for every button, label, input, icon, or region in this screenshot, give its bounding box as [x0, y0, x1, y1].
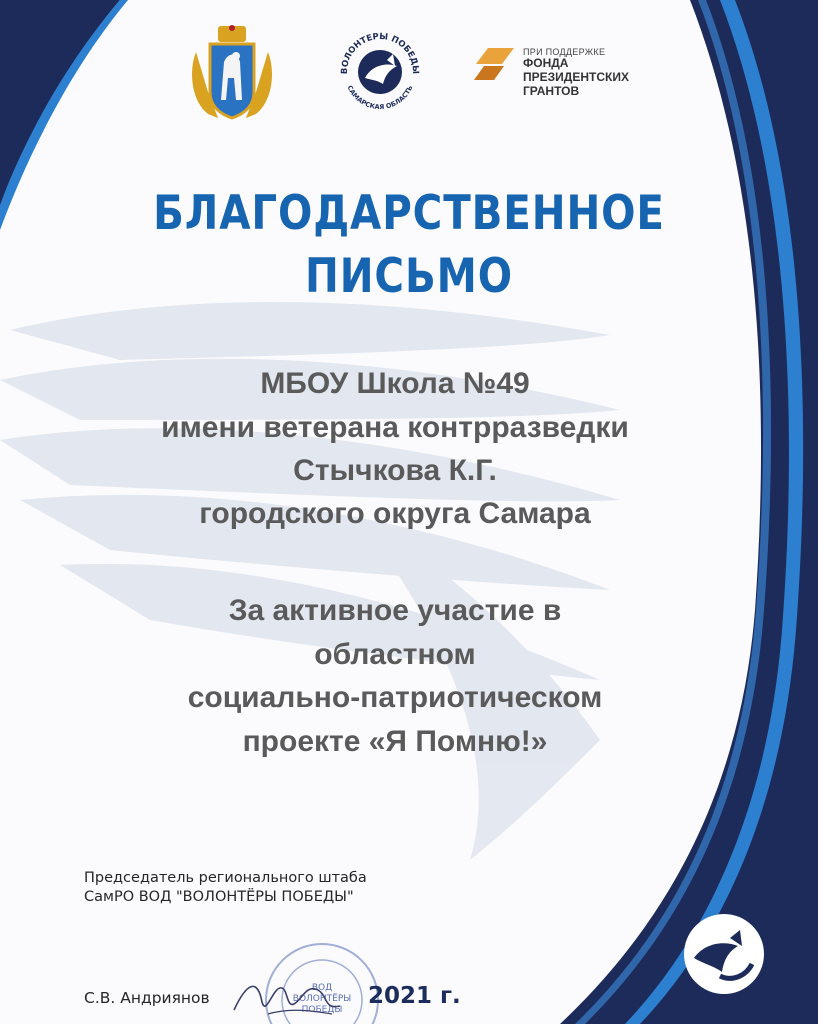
coat-of-arms-icon — [188, 22, 276, 122]
grant-line-3: ПРЕЗИДЕНТСКИХ — [523, 69, 629, 84]
reason-line-4: проекте «Я Помню!» — [242, 725, 548, 758]
signatory-position-line-1: Председатель регионального штаба — [84, 870, 367, 886]
stamp-center-line-2: ВОЛОНТЁРЫ — [292, 994, 352, 1004]
recipient-line-2: имени ветерана контрразведки — [161, 411, 629, 444]
grant-line-1: ПРИ ПОДДЕРЖКЕ — [523, 47, 606, 57]
year-text: 2021 г. — [368, 983, 461, 1009]
grant-line-2: ФОНДА — [523, 56, 569, 70]
grant-line-4: ГРАНТОВ — [523, 83, 580, 98]
reason-line-3: социально-патриотическом — [187, 681, 603, 714]
title-line-1: БЛАГОДАРСТВЕННОЕ — [153, 186, 665, 241]
stamp-center-line-1: ВОД — [311, 983, 333, 993]
signatory-name: С.В. Андриянов — [84, 989, 210, 1007]
recipient-line-3: Стычкова К.Г. — [293, 454, 497, 487]
grant-text-block — [523, 47, 653, 98]
volunteers-dove-logo-icon — [335, 26, 425, 116]
reason-line-2: областном — [314, 638, 476, 671]
volunteers-arc-top-text: ВОЛОНТЕРЫ ПОБЕДЫ — [339, 31, 421, 75]
dove-corner-icon — [676, 906, 772, 1002]
recipient-line-1: МБОУ Школа №49 — [260, 367, 530, 400]
handwritten-signature — [228, 970, 348, 1024]
volunteers-arc-bottom-text: САМАРСКАЯ ОБЛАСТЬ — [345, 84, 415, 112]
reason-line-1: За активное участие в — [228, 594, 562, 627]
presidential-grants-logo-icon — [474, 46, 516, 82]
title-line-2: ПИСЬМО — [305, 249, 513, 304]
stamp-center-line-3: ПОБЕДЫ — [301, 1005, 343, 1015]
recipient-line-4: городского округа Самара — [199, 497, 591, 530]
signatory-position-line-2: СамРО ВОД "ВОЛОНТЁРЫ ПОБЕДЫ" — [84, 889, 354, 905]
